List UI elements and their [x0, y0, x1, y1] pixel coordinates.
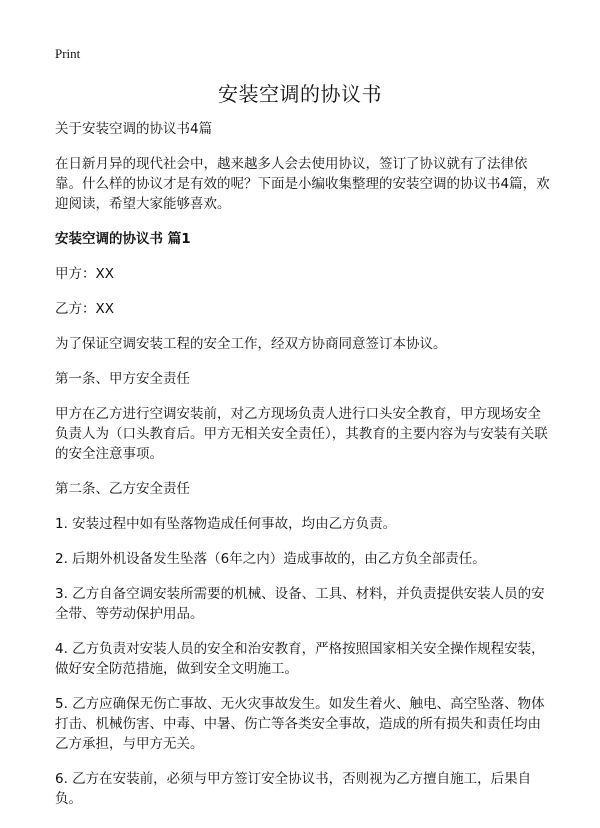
clause-1: 1. 安装过程中如有坠落物造成任何事故，均由乙方负责。	[55, 516, 397, 532]
article-2-heading: 第二条、乙方安全责任	[55, 481, 190, 497]
party-b: 乙方：XX	[55, 301, 114, 317]
clause-4: 4. 乙方负责对安装人员的安全和治安教育，严格按照国家相关安全操作规程安装，做好安全防范措施，做到安全文明施工。	[55, 641, 545, 677]
party-a: 甲方：XX	[55, 266, 114, 282]
document-body	[55, 119, 550, 824]
clause-3: 3. 乙方自备空调安装所需要的机械、设备、工具、材料，并负责提供安装人员的安全带、等劳动保护用品。	[55, 586, 545, 622]
clause-6: 6. 乙方在安装前，必须与甲方签订安全协议书，否则视为乙方擅自施工，后果自负。	[55, 771, 532, 807]
section-heading: 安装空调的协议书 篇1	[55, 231, 191, 247]
article-1-heading: 第一条、甲方安全责任	[55, 371, 190, 387]
clause-5: 5. 乙方应确保无伤亡事故、无火灾事故发生。如发生着火、触电、高空坠落、物体打击、机械伤害、中毒、中暑、伤亡等各类安全事故，造成的所有损失和责任均由乙方承担，与甲方无关。	[55, 696, 545, 752]
document-subtitle: 关于安装空调的协议书4篇	[55, 121, 213, 137]
clause-2: 2. 后期外机设备发生坠落（6年之内）造成事故的，由乙方负全部责任。	[55, 551, 486, 567]
intro-paragraph: 在日新月异的现代社会中，越来越多人会去使用协议，签订了协议就有了法律依靠。什么样的协议才是有效的呢？下面是小编收集整理的安装空调的协议书4篇，欢迎阅读，希望大家能够喜欢。	[55, 156, 550, 212]
print-link[interactable]: Print	[55, 46, 81, 61]
page-title: 安装空调的协议书	[218, 82, 382, 106]
preamble-paragraph: 为了保证空调安装工程的安全工作，经双方协商同意签订本协议。	[55, 336, 447, 352]
article-1-body: 甲方在乙方进行空调安装前，对乙方现场负责人进行口头安全教育，甲方现场安全负责人为（口头教育后。甲方无相关安全责任），其教育的主要内容为与安装有关联的安全注意事项。	[55, 406, 548, 462]
